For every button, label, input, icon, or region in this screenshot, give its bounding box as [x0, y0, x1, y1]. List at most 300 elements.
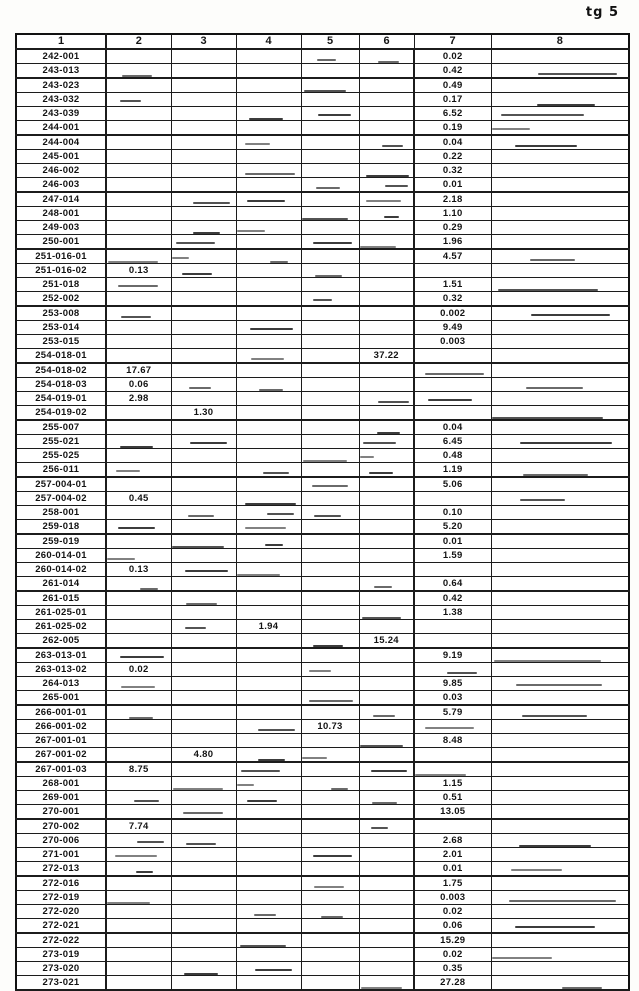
value-cell: 1.10 [414, 207, 491, 221]
table-row [16, 363, 629, 378]
table-row [16, 933, 629, 948]
value-cell: 0.51 [414, 791, 491, 805]
empty-cell [171, 192, 236, 207]
empty-cell [359, 976, 414, 991]
table-row [16, 264, 629, 278]
table-row [16, 862, 629, 877]
table-row [16, 335, 629, 349]
empty-cell [171, 135, 236, 150]
empty-cell [414, 378, 491, 392]
table-row [16, 677, 629, 691]
value-cell: 0.06 [414, 919, 491, 934]
table-row [16, 549, 629, 563]
empty-cell [491, 919, 629, 934]
scan-streak-artifact [302, 218, 349, 220]
empty-cell [301, 506, 359, 520]
empty-cell [236, 677, 301, 691]
table-row [16, 606, 629, 620]
empty-cell [236, 919, 301, 934]
empty-cell [171, 834, 236, 848]
empty-cell [106, 435, 171, 449]
empty-cell [359, 249, 414, 264]
empty-cell [491, 463, 629, 478]
value-cell: 0.02 [414, 948, 491, 962]
scan-streak-artifact [360, 745, 404, 747]
empty-cell [414, 264, 491, 278]
table-row [16, 520, 629, 535]
value-cell: 6.52 [414, 107, 491, 121]
empty-cell [301, 135, 359, 150]
table-row [16, 207, 629, 221]
scan-streak-artifact [172, 546, 224, 548]
empty-cell [491, 819, 629, 834]
row-label-cell: 269-001 [16, 791, 106, 805]
value-cell: 0.01 [414, 862, 491, 877]
empty-cell [359, 720, 414, 734]
value-cell: 0.003 [414, 335, 491, 349]
empty-cell [301, 492, 359, 506]
row-label-cell: 267-001-03 [16, 762, 106, 777]
empty-cell [236, 534, 301, 549]
empty-cell [171, 591, 236, 606]
empty-cell [359, 677, 414, 691]
scan-streak-artifact [526, 387, 583, 389]
empty-cell [236, 549, 301, 563]
value-cell: 2.01 [414, 848, 491, 862]
empty-cell [491, 677, 629, 691]
header-row [16, 34, 629, 49]
empty-cell [236, 591, 301, 606]
scan-streak-artifact [494, 660, 600, 662]
empty-cell [236, 150, 301, 164]
row-label-cell: 257-004-01 [16, 477, 106, 492]
empty-cell [301, 378, 359, 392]
scan-streak-artifact [255, 969, 292, 971]
empty-cell [301, 834, 359, 848]
empty-cell [359, 777, 414, 791]
empty-cell [359, 207, 414, 221]
empty-cell [491, 834, 629, 848]
empty-cell [301, 449, 359, 463]
empty-cell [106, 135, 171, 150]
empty-cell [106, 64, 171, 79]
empty-cell [301, 606, 359, 620]
value-cell: 0.06 [106, 378, 171, 392]
value-cell: 1.94 [236, 620, 301, 634]
empty-cell [301, 235, 359, 250]
scan-streak-artifact [520, 442, 611, 444]
empty-cell [301, 549, 359, 563]
value-cell: 4.80 [171, 748, 236, 763]
empty-cell [491, 891, 629, 905]
empty-cell [359, 549, 414, 563]
empty-cell [236, 976, 301, 991]
scan-streak-artifact [247, 800, 276, 802]
empty-cell [106, 221, 171, 235]
empty-cell [171, 178, 236, 193]
empty-cell [414, 720, 491, 734]
empty-cell [106, 606, 171, 620]
value-cell: 0.45 [106, 492, 171, 506]
scan-streak-artifact [137, 841, 164, 843]
empty-cell [106, 634, 171, 649]
empty-cell [414, 663, 491, 677]
empty-cell [491, 534, 629, 549]
empty-cell [359, 762, 414, 777]
table-row [16, 705, 629, 720]
row-label-cell: 250-001 [16, 235, 106, 250]
empty-cell [236, 49, 301, 64]
empty-cell [236, 862, 301, 877]
value-cell: 8.75 [106, 762, 171, 777]
empty-cell [491, 135, 629, 150]
row-label-cell: 246-002 [16, 164, 106, 178]
empty-cell [301, 121, 359, 136]
table-row [16, 306, 629, 321]
empty-cell [171, 506, 236, 520]
empty-cell [106, 121, 171, 136]
empty-cell [301, 905, 359, 919]
scan-streak-artifact [371, 770, 407, 772]
empty-cell [491, 406, 629, 421]
row-label-cell: 255-007 [16, 420, 106, 435]
scan-streak-artifact [315, 275, 342, 277]
column-header-7: 7 [414, 34, 491, 49]
table-row [16, 93, 629, 107]
row-label-cell: 257-004-02 [16, 492, 106, 506]
empty-cell [106, 49, 171, 64]
value-cell: 15.24 [359, 634, 414, 649]
empty-cell [236, 235, 301, 250]
empty-cell [106, 164, 171, 178]
empty-cell [106, 848, 171, 862]
empty-cell [171, 93, 236, 107]
empty-cell [491, 435, 629, 449]
scan-streak-artifact [531, 314, 610, 316]
empty-cell [106, 962, 171, 976]
empty-cell [171, 534, 236, 549]
empty-cell [106, 905, 171, 919]
empty-cell [236, 278, 301, 292]
value-cell: 6.45 [414, 435, 491, 449]
empty-cell [106, 976, 171, 991]
scan-streak-artifact [245, 527, 287, 529]
empty-cell [301, 435, 359, 449]
empty-cell [491, 192, 629, 207]
value-cell: 2.18 [414, 192, 491, 207]
empty-cell [491, 691, 629, 706]
empty-cell [491, 178, 629, 193]
scan-streak-artifact [509, 900, 615, 902]
empty-cell [359, 335, 414, 349]
table-row [16, 634, 629, 649]
table-row [16, 791, 629, 805]
scan-streak-artifact [245, 503, 296, 505]
scan-streak-artifact [304, 90, 346, 92]
value-cell: 0.22 [414, 150, 491, 164]
value-cell: 1.96 [414, 235, 491, 250]
scan-streak-artifact [378, 61, 398, 63]
table-row [16, 378, 629, 392]
value-cell: 0.42 [414, 591, 491, 606]
empty-cell [106, 420, 171, 435]
empty-cell [491, 549, 629, 563]
empty-cell [236, 791, 301, 805]
empty-cell [236, 406, 301, 421]
value-cell: 0.48 [414, 449, 491, 463]
empty-cell [359, 150, 414, 164]
empty-cell [171, 150, 236, 164]
scan-streak-artifact [317, 59, 336, 61]
empty-cell [359, 948, 414, 962]
empty-cell [106, 705, 171, 720]
scan-streak-artifact [120, 656, 163, 658]
empty-cell [301, 534, 359, 549]
empty-cell [106, 349, 171, 364]
empty-cell [491, 235, 629, 250]
scan-streak-artifact [258, 729, 295, 731]
empty-cell [171, 435, 236, 449]
value-cell: 0.13 [106, 563, 171, 577]
empty-cell [171, 221, 236, 235]
page-corner-label: tg 5 [585, 5, 619, 20]
scan-streak-artifact [115, 855, 156, 857]
empty-cell [491, 306, 629, 321]
empty-cell [359, 534, 414, 549]
empty-cell [359, 506, 414, 520]
empty-cell [171, 164, 236, 178]
empty-cell [359, 862, 414, 877]
table-header [16, 34, 629, 49]
empty-cell [106, 178, 171, 193]
empty-cell [414, 620, 491, 634]
scan-streak-artifact [361, 987, 403, 989]
table-row [16, 150, 629, 164]
empty-cell [359, 392, 414, 406]
empty-cell [359, 933, 414, 948]
empty-cell [106, 449, 171, 463]
empty-cell [301, 93, 359, 107]
empty-cell [236, 933, 301, 948]
scan-streak-artifact [313, 299, 332, 301]
scan-streak-artifact [378, 401, 409, 403]
empty-cell [236, 349, 301, 364]
value-cell: 27.28 [414, 976, 491, 991]
empty-cell [491, 249, 629, 264]
row-label-cell: 254-019-01 [16, 392, 106, 406]
scan-streak-artifact [140, 588, 158, 590]
value-cell: 0.03 [414, 691, 491, 706]
empty-cell [491, 933, 629, 948]
empty-cell [106, 948, 171, 962]
empty-cell [236, 249, 301, 264]
empty-cell [301, 705, 359, 720]
empty-cell [359, 876, 414, 891]
value-cell: 0.17 [414, 93, 491, 107]
empty-cell [171, 306, 236, 321]
value-cell: 10.73 [301, 720, 359, 734]
empty-cell [359, 221, 414, 235]
empty-cell [236, 606, 301, 620]
empty-cell [301, 976, 359, 991]
empty-cell [301, 207, 359, 221]
table-row [16, 777, 629, 791]
empty-cell [359, 734, 414, 748]
empty-cell [301, 178, 359, 193]
empty-cell [106, 107, 171, 121]
scan-streak-artifact [360, 456, 375, 458]
scan-streak-artifact [360, 246, 396, 248]
value-cell: 0.02 [414, 49, 491, 64]
empty-cell [359, 121, 414, 136]
scan-streak-artifact [362, 617, 401, 619]
empty-cell [236, 420, 301, 435]
empty-cell [171, 363, 236, 378]
empty-cell [301, 249, 359, 264]
scan-streak-artifact [331, 788, 348, 790]
empty-cell [171, 477, 236, 492]
scan-streak-artifact [415, 774, 466, 776]
row-label-cell: 246-003 [16, 178, 106, 193]
scan-streak-artifact [107, 558, 135, 560]
empty-cell [236, 435, 301, 449]
table-row [16, 748, 629, 763]
row-label-cell: 251-018 [16, 278, 106, 292]
scan-streak-artifact [516, 684, 602, 686]
empty-cell [491, 734, 629, 748]
empty-cell [301, 791, 359, 805]
scan-streak-artifact [241, 770, 280, 772]
value-cell: 0.19 [414, 121, 491, 136]
value-cell: 0.04 [414, 135, 491, 150]
empty-cell [301, 777, 359, 791]
empty-cell [491, 606, 629, 620]
row-label-cell: 259-018 [16, 520, 106, 535]
table-row [16, 192, 629, 207]
scan-streak-artifact [263, 472, 289, 474]
scan-streak-artifact [245, 143, 269, 145]
empty-cell [171, 777, 236, 791]
empty-cell [414, 492, 491, 506]
empty-cell [106, 477, 171, 492]
row-label-cell: 253-008 [16, 306, 106, 321]
empty-cell [491, 862, 629, 877]
row-label-cell: 261-025-02 [16, 620, 106, 634]
value-cell: 0.01 [414, 178, 491, 193]
table-row [16, 349, 629, 364]
empty-cell [171, 933, 236, 948]
table-row [16, 506, 629, 520]
empty-cell [171, 420, 236, 435]
table-row [16, 848, 629, 862]
empty-cell [359, 663, 414, 677]
empty-cell [236, 178, 301, 193]
empty-cell [359, 78, 414, 93]
empty-cell [359, 834, 414, 848]
row-label-cell: 242-001 [16, 49, 106, 64]
scan-streak-artifact [251, 358, 285, 360]
empty-cell [359, 905, 414, 919]
empty-cell [301, 634, 359, 649]
empty-cell [106, 292, 171, 307]
scan-streak-artifact [515, 145, 578, 147]
scan-streak-artifact [377, 432, 400, 434]
scan-streak-artifact [384, 216, 399, 218]
empty-cell [491, 78, 629, 93]
empty-cell [301, 919, 359, 934]
empty-cell [491, 93, 629, 107]
empty-cell [491, 49, 629, 64]
empty-cell [491, 648, 629, 663]
value-cell: 0.64 [414, 577, 491, 592]
scan-streak-artifact [498, 289, 598, 291]
row-label-cell: 264-013 [16, 677, 106, 691]
scan-streak-artifact [522, 715, 588, 717]
column-header-6: 6 [359, 34, 414, 49]
scan-streak-artifact [366, 175, 409, 177]
empty-cell [236, 805, 301, 820]
scan-streak-artifact [520, 499, 565, 501]
empty-cell [106, 534, 171, 549]
empty-cell [236, 121, 301, 136]
value-cell: 0.10 [414, 506, 491, 520]
empty-cell [106, 720, 171, 734]
empty-cell [171, 962, 236, 976]
empty-cell [106, 463, 171, 478]
empty-cell [359, 691, 414, 706]
row-label-cell: 248-001 [16, 207, 106, 221]
empty-cell [491, 634, 629, 649]
table-row [16, 278, 629, 292]
empty-cell [301, 78, 359, 93]
empty-cell [236, 705, 301, 720]
empty-cell [301, 948, 359, 962]
empty-cell [491, 577, 629, 592]
empty-cell [236, 449, 301, 463]
empty-cell [301, 819, 359, 834]
table-row [16, 107, 629, 121]
empty-cell [359, 805, 414, 820]
empty-cell [301, 933, 359, 948]
scan-streak-artifact [511, 869, 563, 871]
empty-cell [106, 791, 171, 805]
empty-cell [171, 976, 236, 991]
row-label-cell: 260-014-02 [16, 563, 106, 577]
empty-cell [359, 962, 414, 976]
empty-cell [301, 321, 359, 335]
empty-cell [491, 121, 629, 136]
empty-cell [301, 563, 359, 577]
table-row [16, 178, 629, 193]
empty-cell [236, 962, 301, 976]
empty-cell [301, 477, 359, 492]
empty-cell [491, 164, 629, 178]
empty-cell [171, 606, 236, 620]
value-cell: 0.003 [414, 891, 491, 905]
empty-cell [359, 577, 414, 592]
empty-cell [236, 748, 301, 763]
row-label-cell: 253-015 [16, 335, 106, 349]
scan-streak-artifact [193, 202, 230, 204]
empty-cell [236, 720, 301, 734]
empty-cell [359, 278, 414, 292]
empty-cell [171, 449, 236, 463]
empty-cell [301, 463, 359, 478]
scan-streak-artifact [309, 700, 353, 702]
empty-cell [171, 819, 236, 834]
empty-cell [491, 278, 629, 292]
empty-cell [301, 49, 359, 64]
